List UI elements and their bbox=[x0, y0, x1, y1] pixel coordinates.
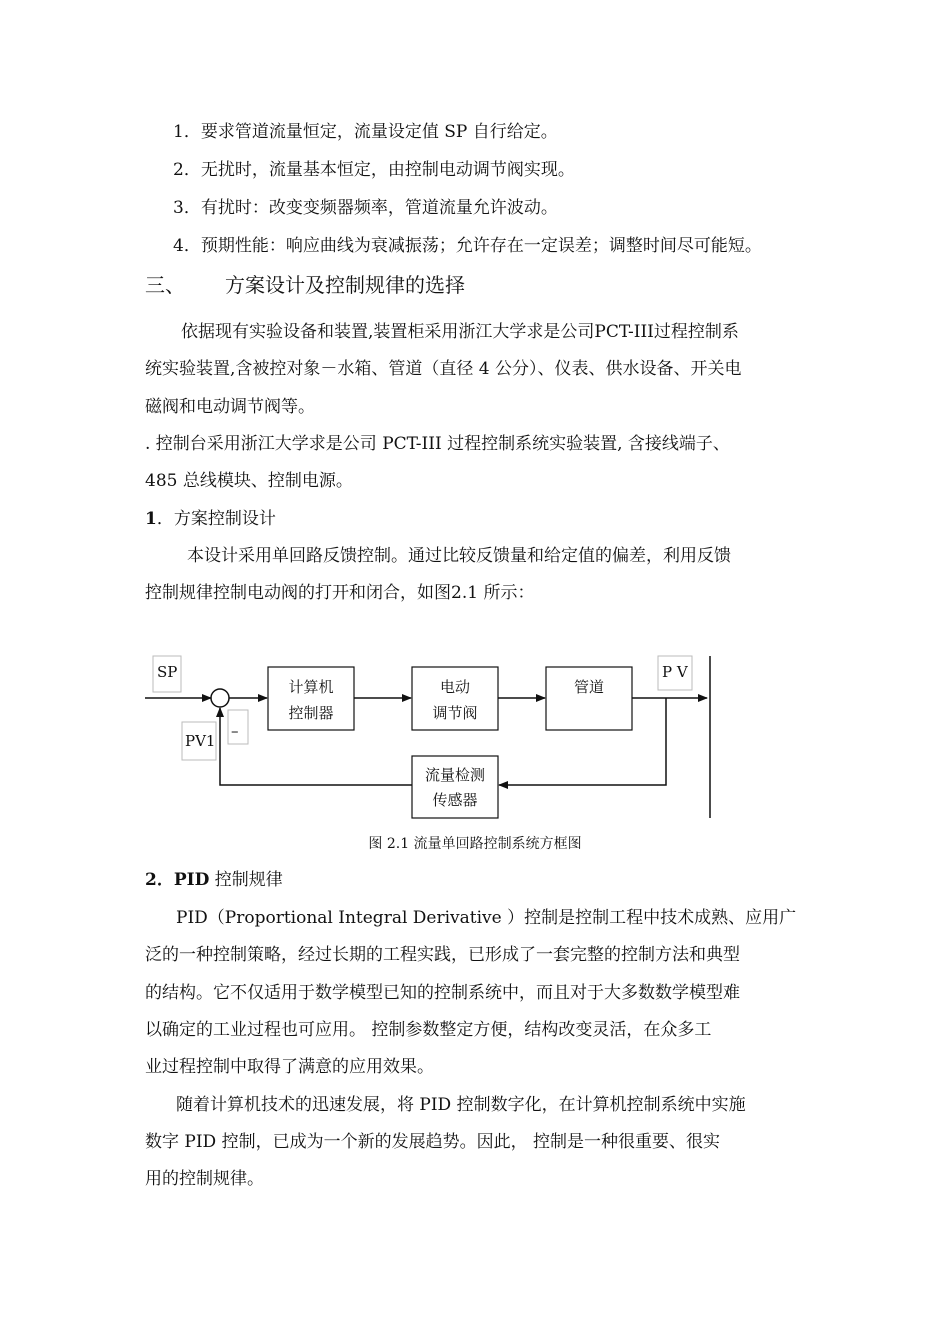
para2-line-1: . 控制台采用浙江大学求是公司 PCT-III 过程控制系统实验装置, 含接线端子、 bbox=[145, 434, 730, 454]
sensor-label-1: 流量检测 bbox=[424, 766, 486, 784]
subheading-1-title: ．方案控制设计 bbox=[156, 509, 276, 529]
para4-line-1: PID（Proportional Integral Derivative ）控制是控制工程中技术成熟、应用广 bbox=[176, 908, 797, 928]
subheading-1 bbox=[145, 508, 276, 530]
pipe-block bbox=[546, 667, 632, 730]
subheading-2-number: 2 bbox=[145, 870, 157, 890]
sensor-label-2: 传感器 bbox=[432, 791, 478, 809]
para1-line-2: 统实验装置,含被控对象－水箱、管道（直径 4 公分）、仪表、供水设备、开关电 bbox=[145, 359, 742, 379]
requirement-3: 3．有扰时：改变变频器频率，管道流量允许波动。 bbox=[173, 198, 558, 218]
section-number: 三、 bbox=[145, 273, 185, 297]
figure-caption: 图 2.1 流量单回路控制系统方框图 bbox=[368, 836, 582, 852]
requirement-1: 1．要求管道流量恒定，流量设定值 SP 自行给定。 bbox=[173, 122, 558, 142]
pipe-label: 管道 bbox=[573, 678, 605, 696]
subheading-2-bold: ．PID bbox=[156, 870, 210, 890]
para3-line-2: 控制规律控制电动阀的打开和闭合，如图2.1 所示： bbox=[145, 583, 535, 603]
minus-sign: – bbox=[231, 722, 239, 740]
valve-label-1: 电动 bbox=[439, 678, 471, 696]
controller-label-1: 计算机 bbox=[288, 678, 334, 696]
para5-line-1: 随着计算机技术的迅速发展，将 PID 控制数字化，在计算机控制系统中实施 bbox=[176, 1095, 746, 1115]
para4-line-5: 业过程控制中取得了满意的应用效果。 bbox=[145, 1057, 434, 1077]
para5-line-2: 数字 PID 控制，已成为一个新的发展趋势。因此， 控制是一种很重要、很实 bbox=[145, 1132, 720, 1152]
block-diagram bbox=[0, 640, 950, 830]
pv-label: P V bbox=[662, 663, 688, 681]
para2-line-2: 485 总线模块、控制电源。 bbox=[145, 471, 353, 491]
section-title: 方案设计及控制规律的选择 bbox=[225, 273, 465, 297]
controller-label-2: 控制器 bbox=[288, 704, 334, 722]
para4-line-3: 的结构。它不仅适用于数学模型已知的控制系统中，而且对于大多数数学模型难 bbox=[145, 983, 740, 1003]
para4-line-2: 泛的一种控制策略，经过长期的工程实践，已形成了一套完整的控制方法和典型 bbox=[145, 945, 740, 965]
section-heading bbox=[145, 274, 465, 296]
subheading-2 bbox=[145, 869, 283, 891]
subheading-2-title: 控制规律 bbox=[209, 870, 283, 890]
requirement-4: 4．预期性能：响应曲线为衰减振荡；允许存在一定误差；调整时间尽可能短。 bbox=[173, 236, 762, 256]
valve-label-2: 调节阀 bbox=[432, 704, 478, 722]
para1-line-3: 磁阀和电动调节阀等。 bbox=[145, 397, 315, 417]
subheading-1-number: 1 bbox=[145, 509, 157, 529]
para3-line-1: 本设计采用单回路反馈控制。通过比较反馈量和给定值的偏差，利用反馈 bbox=[187, 546, 731, 566]
para1-line-1: 依据现有实验设备和装置,装置柜采用浙江大学求是公司PCT-III过程控制系 bbox=[181, 322, 739, 342]
summing-junction bbox=[211, 689, 229, 707]
para5-line-3: 用的控制规律。 bbox=[145, 1169, 264, 1189]
pv1-label: PV1 bbox=[185, 732, 216, 750]
para4-line-4: 以确定的工业过程也可应用。 控制参数整定方便，结构改变灵活，在众多工 bbox=[145, 1020, 712, 1040]
sp-label: SP bbox=[157, 663, 178, 681]
requirement-2: 2．无扰时，流量基本恒定，由控制电动调节阀实现。 bbox=[173, 160, 575, 180]
